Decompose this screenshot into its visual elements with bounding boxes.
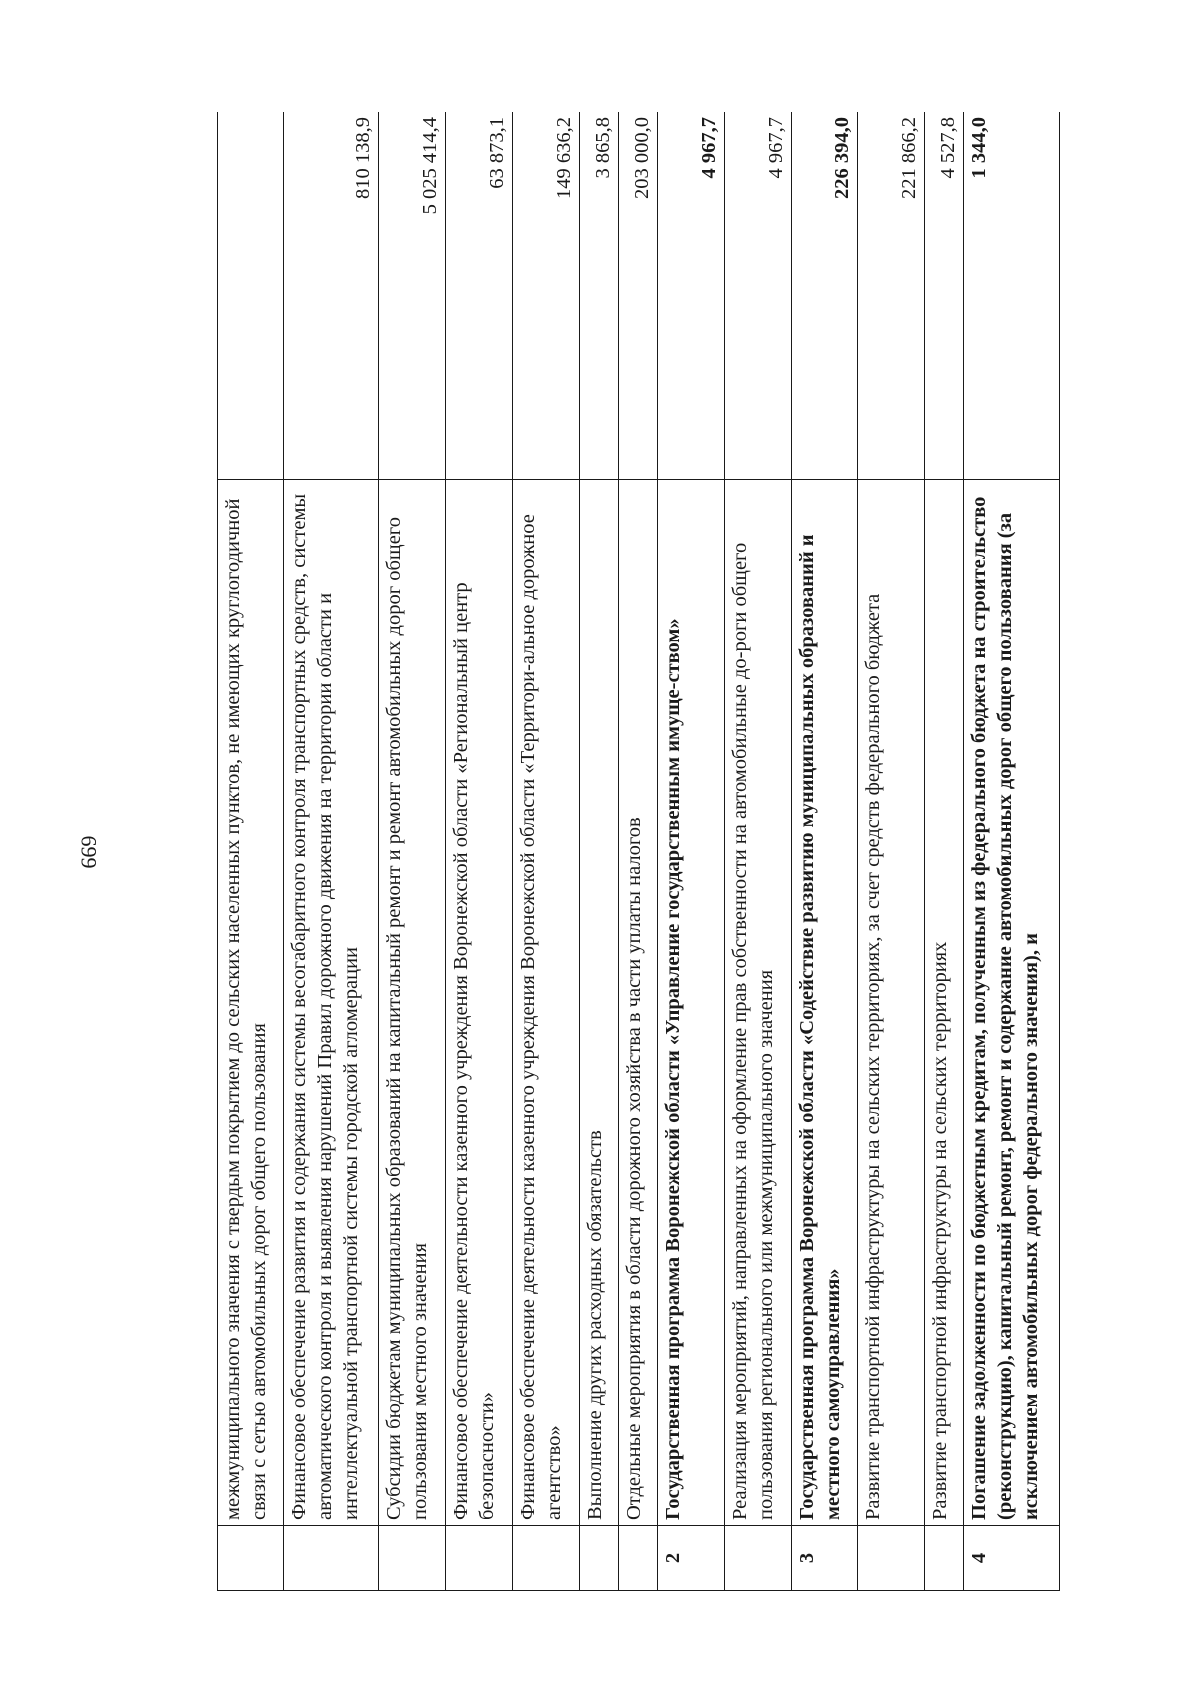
row-number: 4 — [964, 1526, 1060, 1591]
row-description: Развитие транспортной инфраструктуры на сельских территориях, за счет средств федерального бюджета — [858, 480, 925, 1526]
row-description: межмуниципального значения с твердым покрытием до сельских населенных пунктов, не имеющих круглогодичной связи с сетью автомобильных дорог общего пользования — [218, 480, 284, 1526]
table-row — [579, 112, 618, 1591]
table-row — [218, 112, 284, 1591]
row-number — [218, 1526, 284, 1591]
table-row — [791, 112, 858, 1591]
row-amount: 5 025 414,4 — [379, 112, 446, 480]
row-amount: 3 865,8 — [579, 112, 618, 480]
row-description: Финансовое обеспечение развития и содержания системы весогабаритного контроля транспортных средств, системы автоматического контроля и выявления нарушений Правил дорожного движения на территории области и интеллектуальной транспортной системы городской агломерации — [283, 480, 379, 1526]
table-frame — [217, 112, 1060, 1591]
row-amount: 810 138,9 — [283, 112, 379, 480]
row-amount: 63 873,1 — [446, 112, 513, 480]
row-number — [283, 1526, 379, 1591]
table-row — [618, 112, 657, 1591]
row-description: Государственная программа Воронежской области «Содействие развитию муниципальных образований и местного самоуправления» — [791, 480, 858, 1526]
table-row — [512, 112, 579, 1591]
row-amount: 4 967,7 — [657, 112, 724, 480]
row-amount: 203 000,0 — [618, 112, 657, 480]
row-description: Финансовое обеспечение деятельности казенного учреждения Воронежской области «Региональный центр безопасности» — [446, 480, 513, 1526]
table-row — [858, 112, 925, 1591]
row-description: Государственная программа Воронежской области «Управление государственным имуще-ством» — [657, 480, 724, 1526]
row-amount: 1 344,0 — [964, 112, 1060, 480]
row-amount — [218, 112, 284, 480]
row-description: Погашение задолженности по бюджетным кредитам, полученным из федерального бюджета на строительство (реконструкцию), капитальный ремонт, ремонт и содержание автомобильных дорог общего пользования (за исключением автомобильных дорог федерального значения), и — [964, 480, 1060, 1526]
row-number — [446, 1526, 513, 1591]
row-description: Финансовое обеспечение деятельности казенного учреждения Воронежской области «Территори-альное дорожное агентство» — [512, 480, 579, 1526]
row-description: Субсидии бюджетам муниципальных образований на капитальный ремонт и ремонт автомобильных дорог общего пользования местного значения — [379, 480, 446, 1526]
row-amount: 149 636,2 — [512, 112, 579, 480]
table-row — [724, 112, 791, 1591]
row-description: Реализация мероприятий, направленных на оформление прав собственности на автомобильные до-роги общего пользования регионального или межмуниципального значения — [724, 480, 791, 1526]
table-row — [657, 112, 724, 1591]
row-number: 2 — [657, 1526, 724, 1591]
table-row — [925, 112, 964, 1591]
row-number — [618, 1526, 657, 1591]
table-row — [446, 112, 513, 1591]
row-number: 3 — [791, 1526, 858, 1591]
row-number — [858, 1526, 925, 1591]
row-description: Выполнение других расходных обязательств — [579, 480, 618, 1526]
row-number — [925, 1526, 964, 1591]
table-row — [283, 112, 379, 1591]
budget-table — [217, 112, 1060, 1591]
row-number — [579, 1526, 618, 1591]
rotated-page-content — [217, 112, 1060, 1591]
row-description: Отдельные мероприятия в области дорожного хозяйства в части уплаты налогов — [618, 480, 657, 1526]
row-number — [379, 1526, 446, 1591]
row-amount: 221 866,2 — [858, 112, 925, 480]
row-number — [512, 1526, 579, 1591]
page-number: 699 — [76, 835, 102, 869]
row-description: Развитие транспортной инфраструктуры на сельских территориях — [925, 480, 964, 1526]
row-amount: 4 967,7 — [724, 112, 791, 480]
row-amount: 4 527,8 — [925, 112, 964, 480]
row-number — [724, 1526, 791, 1591]
table-row — [379, 112, 446, 1591]
row-amount: 226 394,0 — [791, 112, 858, 480]
table-row — [964, 112, 1060, 1591]
